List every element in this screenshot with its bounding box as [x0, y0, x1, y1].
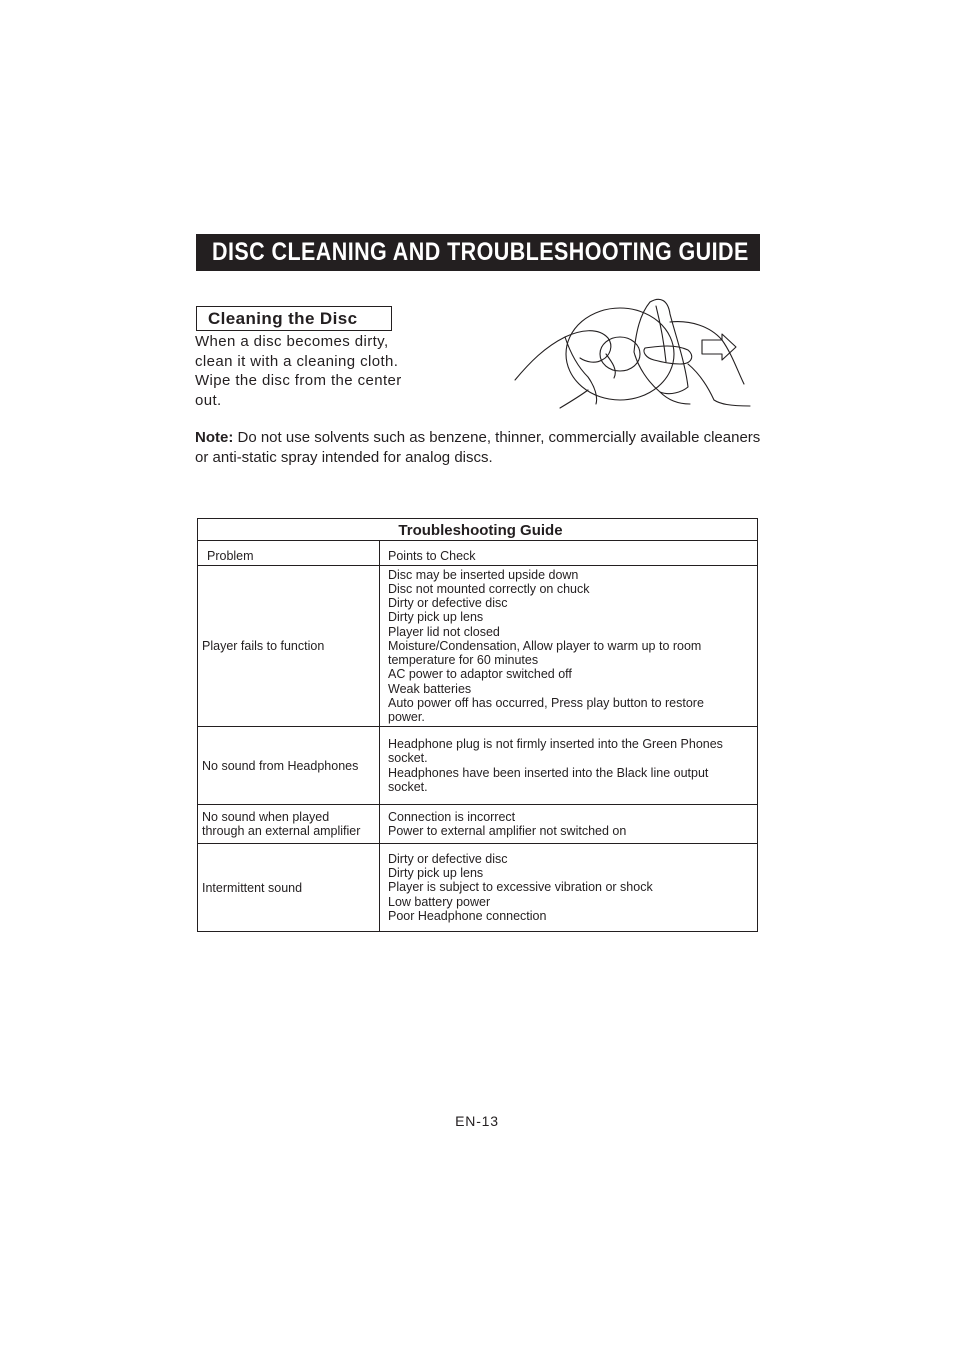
disc-cleaning-hands-icon	[510, 292, 760, 414]
points-cell: Dirty or defective disc Dirty pick up lens Player is subject to excessive vibration or shock Low battery power Poor Headphone connection	[380, 844, 758, 932]
problem-cell: No sound when played through an external amplifier	[197, 805, 380, 844]
table-row	[197, 727, 758, 805]
cleaning-line: Wipe the disc from the center	[195, 372, 402, 389]
note-paragraph	[195, 428, 765, 467]
page-number: EN-13	[455, 1113, 499, 1129]
page-title: DISC CLEANING AND TROUBLESHOOTING GUIDE	[196, 234, 760, 271]
points-cell: Connection is incorrect Power to external amplifier not switched on	[380, 805, 758, 844]
problem-cell: Intermittent sound	[197, 844, 380, 932]
table-title: Troubleshooting Guide	[197, 518, 758, 541]
table-header-row	[197, 541, 758, 566]
column-header-problem: Problem	[197, 541, 380, 566]
troubleshooting-table	[197, 518, 758, 932]
column-header-points: Points to Check	[380, 541, 758, 566]
cleaning-instructions	[195, 332, 435, 410]
table-row	[197, 566, 758, 727]
table-row	[197, 844, 758, 932]
cleaning-line: out.	[195, 391, 222, 409]
points-cell: Disc may be inserted upside down Disc not mounted correctly on chuck Dirty or defective disc Dirty pick up lens Player lid not closed Moisture/Condensation, Allow player to warm up to room temperature for 60 minutes AC power to adaptor switched off Weak batteries Auto power off has occurred, Press play button to restore power.	[380, 566, 758, 727]
cleaning-line: When a disc becomes dirty,	[195, 333, 389, 350]
problem-cell: Player fails to function	[197, 566, 380, 727]
points-cell: Headphone plug is not firmly inserted into the Green Phones socket. Headphones have been inserted into the Black line output socket.	[380, 727, 758, 805]
table-row	[197, 805, 758, 844]
problem-cell: No sound from Headphones	[197, 727, 380, 805]
cleaning-line: clean it with a cleaning cloth.	[195, 352, 399, 370]
note-label: Note:	[195, 429, 234, 446]
note-text: Do not use solvents such as benzene, thinner, commercially available cleaners or anti-static spray intended for analog discs.	[195, 429, 761, 466]
cleaning-heading: Cleaning the Disc	[196, 306, 392, 331]
